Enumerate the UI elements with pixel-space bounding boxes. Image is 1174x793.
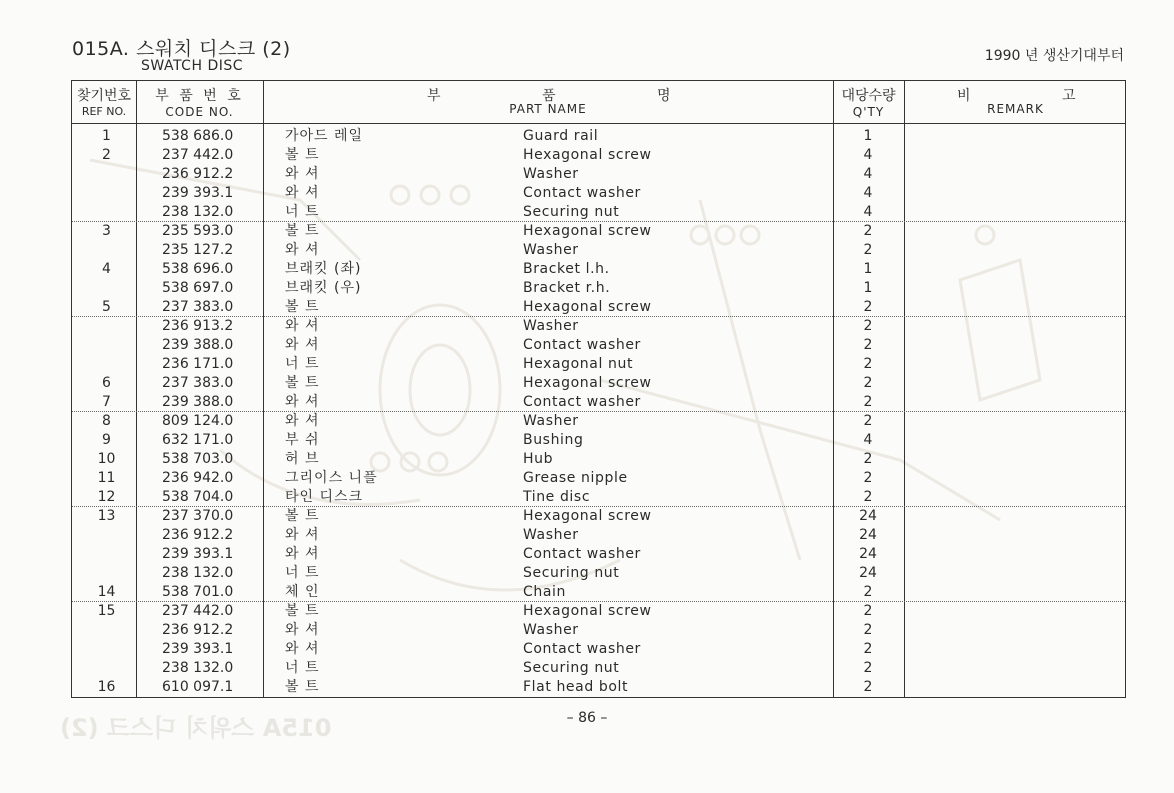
ref-number: 2 xyxy=(102,147,111,163)
code-number: 239 393.1 xyxy=(162,546,234,562)
table-row xyxy=(72,127,1125,146)
part-name-en: Washer xyxy=(523,166,579,182)
table-row xyxy=(72,469,1125,488)
code-number: 237 383.0 xyxy=(162,299,234,315)
quantity: 2 xyxy=(863,413,873,429)
part-name-ko: 볼 트 xyxy=(285,375,320,391)
row-group-separator xyxy=(72,506,1125,507)
part-name-ko: 와 셔 xyxy=(285,242,320,258)
part-name-ko: 부 쉬 xyxy=(285,432,320,448)
part-name-ko: 와 셔 xyxy=(285,318,320,334)
table-row xyxy=(72,146,1125,165)
quantity: 2 xyxy=(863,299,873,315)
code-number: 236 912.2 xyxy=(162,527,234,543)
code-number: 237 370.0 xyxy=(162,508,234,524)
code-number: 538 686.0 xyxy=(162,128,234,144)
part-name-ko: 와 셔 xyxy=(285,413,320,429)
code-number: 538 701.0 xyxy=(162,584,234,600)
part-name-ko: 와 셔 xyxy=(285,337,320,353)
ref-number: 3 xyxy=(102,223,111,239)
code-number: 809 124.0 xyxy=(162,413,234,429)
quantity: 2 xyxy=(863,318,873,334)
header-remark-ko-1: 비 xyxy=(957,88,971,104)
table-row xyxy=(72,165,1125,184)
page-number: – 86 – xyxy=(566,710,608,726)
quantity: 2 xyxy=(863,375,873,391)
part-name-ko: 와 셔 xyxy=(285,527,320,543)
part-name-ko: 와 셔 xyxy=(285,546,320,562)
header-ref: 찾기번호 REF NO. xyxy=(76,88,132,118)
part-name-ko: 타인 디스크 xyxy=(285,489,364,505)
part-name-ko: 볼 트 xyxy=(285,147,320,163)
table-row xyxy=(72,184,1125,203)
code-number: 632 171.0 xyxy=(162,432,234,448)
part-name-en: Hexagonal screw xyxy=(523,508,652,524)
part-name-en: Bracket l.h. xyxy=(523,261,610,277)
part-name-ko: 너 트 xyxy=(285,565,320,581)
table-row xyxy=(72,279,1125,298)
part-name-en: Hexagonal screw xyxy=(523,299,652,315)
quantity: 2 xyxy=(863,489,873,505)
part-name-en: Contact washer xyxy=(523,641,641,657)
part-name-en: Washer xyxy=(523,527,579,543)
part-name-ko: 와 셔 xyxy=(285,166,320,182)
code-number: 236 912.2 xyxy=(162,622,234,638)
quantity: 2 xyxy=(863,641,873,657)
quantity: 2 xyxy=(863,242,873,258)
part-name-ko: 볼 트 xyxy=(285,299,320,315)
table-row xyxy=(72,564,1125,583)
part-name-en: Securing nut xyxy=(523,660,620,676)
part-name-en: Securing nut xyxy=(523,565,620,581)
part-name-en: Guard rail xyxy=(523,128,599,144)
part-name-en: Contact washer xyxy=(523,546,641,562)
table-row xyxy=(72,545,1125,564)
part-name-ko: 너 트 xyxy=(285,204,320,220)
header-code: 부 품 번 호 CODE NO. xyxy=(155,88,244,119)
part-name-ko: 너 트 xyxy=(285,660,320,676)
part-name-en: Contact washer xyxy=(523,394,641,410)
part-name-ko: 와 셔 xyxy=(285,641,320,657)
row-group-separator xyxy=(72,221,1125,222)
quantity: 2 xyxy=(863,584,873,600)
table-row xyxy=(72,640,1125,659)
header-qty: 대당수량 Q'TY xyxy=(841,88,896,119)
part-name-ko: 와 셔 xyxy=(285,185,320,201)
quantity: 1 xyxy=(863,280,873,296)
part-name-ko: 와 셔 xyxy=(285,394,320,410)
part-name-en: Washer xyxy=(523,242,579,258)
table-row xyxy=(72,488,1125,507)
ref-number: 8 xyxy=(102,413,111,429)
part-name-en: Hexagonal screw xyxy=(523,375,652,391)
quantity: 24 xyxy=(859,527,877,543)
table-row xyxy=(72,431,1125,450)
table-header xyxy=(72,81,1125,124)
code-number: 235 593.0 xyxy=(162,223,234,239)
ref-number: 1 xyxy=(102,128,111,144)
header-part-name-ko-2: 품 xyxy=(542,88,556,104)
code-number: 237 442.0 xyxy=(162,603,234,619)
ref-number: 13 xyxy=(97,508,116,524)
ref-number: 14 xyxy=(97,584,116,600)
part-name-en: Tine disc xyxy=(523,489,591,505)
table-row xyxy=(72,222,1125,241)
table-row xyxy=(72,450,1125,469)
table-row xyxy=(72,203,1125,222)
part-name-ko: 너 트 xyxy=(285,356,320,372)
part-name-en: Washer xyxy=(523,413,579,429)
quantity: 2 xyxy=(863,660,873,676)
row-group-separator xyxy=(72,411,1125,412)
table-row xyxy=(72,374,1125,393)
table-row xyxy=(72,602,1125,621)
part-name-ko: 볼 트 xyxy=(285,603,320,619)
part-name-en: Contact washer xyxy=(523,185,641,201)
part-name-ko: 브래킷 (좌) xyxy=(285,261,362,277)
code-number: 538 697.0 xyxy=(162,280,234,296)
part-name-ko: 와 셔 xyxy=(285,622,320,638)
header-part-name-ko-1: 부 xyxy=(427,88,441,104)
code-number: 236 942.0 xyxy=(162,470,234,486)
code-number: 235 127.2 xyxy=(162,242,234,258)
quantity: 2 xyxy=(863,679,873,695)
table-row xyxy=(72,583,1125,602)
part-name-ko: 볼 트 xyxy=(285,508,320,524)
quantity: 2 xyxy=(863,470,873,486)
part-name-ko: 가아드 레일 xyxy=(285,128,364,144)
quantity: 2 xyxy=(863,394,873,410)
quantity: 4 xyxy=(863,204,873,220)
table-row xyxy=(72,621,1125,640)
quantity: 24 xyxy=(859,546,877,562)
page-subtitle: SWATCH DISC xyxy=(141,58,244,74)
table-row xyxy=(72,336,1125,355)
table-row xyxy=(72,317,1125,336)
part-name-en: Washer xyxy=(523,622,579,638)
quantity: 2 xyxy=(863,356,873,372)
part-name-en: Hexagonal screw xyxy=(523,147,652,163)
ref-number: 10 xyxy=(97,451,116,467)
header-remark: REMARK xyxy=(987,102,1044,116)
quantity: 4 xyxy=(863,147,873,163)
page-title: 015A. 스워치 디스크 (2) xyxy=(72,38,291,60)
quantity: 1 xyxy=(863,128,873,144)
quantity: 4 xyxy=(863,185,873,201)
part-name-en: Hexagonal screw xyxy=(523,603,652,619)
part-name-ko: 그리이스 니플 xyxy=(285,470,378,486)
table-row xyxy=(72,412,1125,431)
header-part-name-ko-3: 명 xyxy=(657,88,671,104)
code-number: 239 388.0 xyxy=(162,394,234,410)
quantity: 2 xyxy=(863,337,873,353)
code-number: 239 393.1 xyxy=(162,185,234,201)
code-number: 239 388.0 xyxy=(162,337,234,353)
code-number: 236 913.2 xyxy=(162,318,234,334)
part-name-en: Bracket r.h. xyxy=(523,280,611,296)
code-number: 237 383.0 xyxy=(162,375,234,391)
part-name-ko: 허 브 xyxy=(285,451,320,467)
ref-number: 5 xyxy=(102,299,111,315)
part-name-en: Securing nut xyxy=(523,204,620,220)
ref-number: 9 xyxy=(102,432,111,448)
table-row xyxy=(72,659,1125,678)
quantity: 2 xyxy=(863,223,873,239)
quantity: 24 xyxy=(859,565,877,581)
code-number: 238 132.0 xyxy=(162,660,234,676)
part-name-ko: 체 인 xyxy=(285,584,320,600)
table-row xyxy=(72,260,1125,279)
part-name-en: Chain xyxy=(523,584,566,600)
ref-number: 4 xyxy=(102,261,111,277)
code-number: 238 132.0 xyxy=(162,204,234,220)
table-row xyxy=(72,298,1125,317)
row-group-separator xyxy=(72,316,1125,317)
ref-number: 7 xyxy=(102,394,111,410)
ref-number: 12 xyxy=(97,489,116,505)
part-name-en: Flat head bolt xyxy=(523,679,629,695)
table-row xyxy=(72,355,1125,374)
parts-table xyxy=(71,80,1126,698)
code-number: 538 704.0 xyxy=(162,489,234,505)
header-part-name: PART NAME xyxy=(509,102,587,116)
quantity: 4 xyxy=(863,166,873,182)
table-row xyxy=(72,241,1125,260)
ref-number: 11 xyxy=(97,470,116,486)
ref-number: 6 xyxy=(102,375,111,391)
quantity: 2 xyxy=(863,451,873,467)
part-name-en: Hexagonal screw xyxy=(523,223,652,239)
code-number: 239 393.1 xyxy=(162,641,234,657)
ref-number: 16 xyxy=(97,679,116,695)
code-number: 238 132.0 xyxy=(162,565,234,581)
part-name-en: Washer xyxy=(523,318,579,334)
ref-number: 15 xyxy=(97,603,116,619)
part-name-en: Contact washer xyxy=(523,337,641,353)
quantity: 2 xyxy=(863,603,873,619)
table-row xyxy=(72,678,1125,697)
quantity: 2 xyxy=(863,622,873,638)
part-name-en: Bushing xyxy=(523,432,584,448)
code-number: 610 097.1 xyxy=(162,679,234,695)
part-name-ko: 브래킷 (우) xyxy=(285,280,362,296)
row-group-separator xyxy=(72,601,1125,602)
code-number: 237 442.0 xyxy=(162,147,234,163)
quantity: 1 xyxy=(863,261,873,277)
bleed-through-text: 015A 스워치 디스크 (2) xyxy=(60,714,332,742)
quantity: 4 xyxy=(863,432,873,448)
table-row xyxy=(72,507,1125,526)
part-name-ko: 볼 트 xyxy=(285,223,320,239)
part-name-ko: 볼 트 xyxy=(285,679,320,695)
part-name-en: Grease nipple xyxy=(523,470,628,486)
part-name-en: Hub xyxy=(523,451,554,467)
production-note: 1990 년 생산기대부터 xyxy=(984,48,1124,64)
code-number: 236 171.0 xyxy=(162,356,234,372)
code-number: 236 912.2 xyxy=(162,166,234,182)
table-row xyxy=(72,393,1125,412)
quantity: 24 xyxy=(859,508,877,524)
header-remark-ko-2: 고 xyxy=(1062,88,1076,104)
code-number: 538 696.0 xyxy=(162,261,234,277)
table-row xyxy=(72,526,1125,545)
code-number: 538 703.0 xyxy=(162,451,234,467)
part-name-en: Hexagonal nut xyxy=(523,356,634,372)
